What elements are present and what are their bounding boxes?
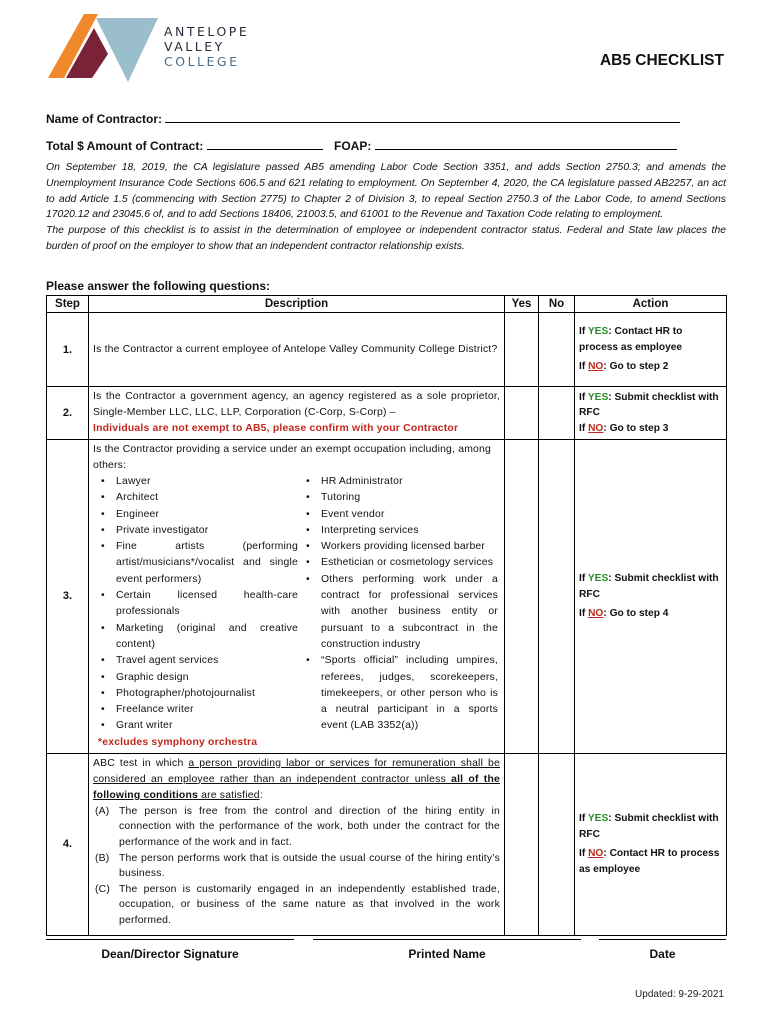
no-checkbox[interactable] — [539, 387, 575, 440]
header-no: No — [539, 296, 575, 313]
step-action — [575, 313, 727, 387]
step-description: Is the Contractor a current employee of Antelope Valley Community College District? — [89, 313, 505, 387]
contractor-name-label: Name of Contractor: — [46, 112, 163, 126]
list-item: • Certain licensed health-care professionals — [108, 588, 298, 621]
table-row — [47, 753, 727, 935]
step-action — [575, 440, 727, 754]
dean-signature-line[interactable] — [46, 939, 294, 940]
date-block — [599, 939, 726, 961]
printed-name-label: Printed Name — [408, 947, 486, 961]
step-description: Is the Contractor providing a service under an exempt occupation including, among others: • Lawyer • Architect • Engineer • Private investigator • Fine artists (performing artist/musicians*/vocalist and single event performers) • Certain licensed health-care professionals • Marketing (original and creative content) • Travel agent services • Graphic design • Photographer/photojournalist • Freelance writer • Grant writer *excludes symphony orchestra • HR Administrator • Tutoring • Event vendor • Interpreting services • Workers providing licensed barber • Esthetician or cosmetology services • Others performing work under a contract for professional services with another business entity or pursuant to a subcontract in the construction industry • “Sports official” including umpires, referees, judges, scorekeepers, timekeepers, or other person who is a neutral participant in a sports event (LAB 3352(a)) — [89, 440, 505, 754]
dean-signature-label: Dean/Director Signature — [101, 947, 239, 961]
logo-wordmark — [164, 24, 249, 69]
foap-field[interactable] — [375, 138, 677, 150]
table-row — [47, 313, 727, 387]
exempt-warning: Individuals are not exempt to AB5, please confirm with your Contractor — [93, 423, 459, 434]
table-row — [47, 387, 727, 440]
step-action — [575, 753, 727, 935]
symphony-footnote: *excludes symphony orchestra — [98, 736, 258, 748]
logo-line-2: VALLEY — [164, 39, 225, 54]
contractor-name-field[interactable] — [165, 111, 680, 123]
abc-conditions-list — [93, 804, 500, 929]
list-item: • Grant writer — [108, 718, 298, 734]
action-yes: If YES: Submit checklist with RFC — [579, 573, 719, 600]
table-row — [47, 440, 727, 754]
condition-letter: (B) — [95, 852, 110, 864]
yes-checkbox[interactable] — [505, 313, 539, 387]
dean-signature-block — [46, 939, 294, 961]
printed-name-line[interactable] — [313, 939, 581, 940]
header-description: Description — [89, 296, 505, 313]
intro-paragraph-1: On September 18, 2019, the CA legislature passed AB5 amending Labor Code Section 3351, and adds Section 2750.3; and amends the Unemployment Insurance Code Sections 606.5 and 621 relating to employment. On September 4, 2020, the CA legislature passed AB2257, an act to add Article 1.5 (commencing with Section 2775) to Chapter 2 of Division 3, to repeal Section 2750.3 of the Labor Code, to amend Sections 17020.12 and 23045.6 of, and to add Sections 18406, 21003.5, and 61001 to the Revenue and Taxation Code relating to employment. — [46, 162, 726, 221]
condition-letter: (C) — [95, 883, 111, 895]
questions-heading: Please answer the following questions: — [46, 279, 271, 293]
step-description: Is the Contractor a government agency, an agency registered as a sole proprietor, Single-Member LLC, LLC, LLP, Corporation (C-Corp, S-Corp) – Individuals are not exempt to AB5, please confirm with your Contractor — [89, 387, 505, 440]
page-title: AB5 CHECKLIST — [599, 52, 724, 69]
exempt-list-right — [298, 474, 498, 735]
yes-checkbox[interactable] — [505, 387, 539, 440]
logo-line-3: COLLEGE — [164, 54, 240, 69]
contract-amount-label: Total $ Amount of Contract: — [46, 139, 204, 153]
list-item: • Fine artists (performing artist/musicians*/vocalist and single event performers) — [108, 539, 298, 588]
header-action: Action — [575, 296, 727, 313]
intro-text — [46, 160, 726, 255]
action-no: If NO: Go to step 4 — [579, 608, 669, 620]
condition-text: The person is free from the control and direction of the hiring entity in connection with the performance of the work, both under the contract for the performance of the work and in fact. — [119, 805, 500, 848]
list-item: • Engineer — [108, 507, 298, 523]
action-no: If NO: Go to step 2 — [579, 361, 669, 373]
condition-letter: (A) — [95, 805, 110, 817]
list-item: • Event vendor — [313, 507, 498, 523]
contract-amount-row — [46, 138, 677, 153]
condition-item — [93, 804, 500, 851]
abc-test-intro: ABC test in which a person providing labor or services for remuneration shall be considered an employee rather than an independent contractor unless all of the following conditions are satisfied: — [93, 757, 500, 801]
list-item: • Marketing (original and creative content) — [108, 621, 298, 654]
yes-checkbox[interactable] — [505, 440, 539, 754]
header-step: Step — [47, 296, 89, 313]
list-item: • Photographer/photojournalist — [108, 686, 298, 702]
header-yes: Yes — [505, 296, 539, 313]
step-number: 2. — [47, 387, 89, 440]
logo-line-1: ANTELOPE — [164, 24, 250, 39]
list-item: • Lawyer — [108, 474, 298, 490]
list-item: • Architect — [108, 490, 298, 506]
list-item: • Others performing work under a contract for professional services with another business entity or pursuant to a subcontract in the construction industry — [313, 572, 498, 653]
action-yes: If YES: Contact HR to process as employee — [579, 326, 683, 353]
list-item: • Tutoring — [313, 490, 498, 506]
step-action — [575, 387, 727, 440]
foap-label: FOAP: — [334, 139, 372, 153]
list-item: • Workers providing licensed barber — [313, 539, 498, 555]
condition-item — [93, 851, 500, 882]
list-item: • Esthetician or cosmetology services — [313, 555, 498, 571]
contract-amount-field[interactable] — [207, 138, 323, 150]
list-item: • Graphic design — [108, 670, 298, 686]
condition-text: The person performs work that is outside the usual course of the hiring entity’s business. — [119, 852, 500, 880]
list-item: • Travel agent services — [108, 653, 298, 669]
step-number: 3. — [47, 440, 89, 754]
table-header-row — [47, 296, 727, 313]
intro-paragraph-2: The purpose of this checklist is to assist in the determination of employee or independent contractor status. Federal and State law places the burden of proof on the employer to show that an independent contractor relationship exists. — [46, 225, 726, 252]
date-label: Date — [649, 947, 676, 961]
printed-name-block — [313, 939, 581, 961]
contractor-name-row — [46, 111, 680, 126]
action-no: If NO: Contact HR to process as employee — [579, 848, 720, 875]
action-yes: If YES: Submit checklist with RFC — [579, 391, 719, 419]
step-number: 4. — [47, 753, 89, 935]
list-item: • Private investigator — [108, 523, 298, 539]
list-item: • “Sports official” including umpires, referees, judges, scorekeepers, timekeepers, or other person who is a neutral participant in a sports event (LAB 3352(a)) — [313, 653, 498, 734]
step-number: 1. — [47, 313, 89, 387]
logo-mark-icon — [46, 10, 166, 82]
list-item: • HR Administrator — [313, 474, 498, 490]
no-checkbox[interactable] — [539, 440, 575, 754]
exempt-occupation-lists — [93, 474, 500, 751]
step-description — [89, 753, 505, 935]
date-line[interactable] — [599, 939, 726, 940]
exempt-list-left — [93, 474, 298, 735]
list-item: • Freelance writer — [108, 702, 298, 718]
condition-text: The person is customarily engaged in an independently established trade, occupation, or business of the same nature as that involved in the work performed. — [119, 883, 500, 926]
condition-item — [93, 882, 500, 929]
checklist-table — [46, 295, 727, 936]
no-checkbox[interactable] — [539, 753, 575, 935]
updated-date: Updated: 9-29-2021 — [635, 989, 724, 1000]
yes-checkbox[interactable] — [505, 753, 539, 935]
list-item: • Interpreting services — [313, 523, 498, 539]
action-no: If NO: Go to step 3 — [579, 422, 669, 434]
action-yes: If YES: Submit checklist with RFC — [579, 813, 719, 840]
no-checkbox[interactable] — [539, 313, 575, 387]
